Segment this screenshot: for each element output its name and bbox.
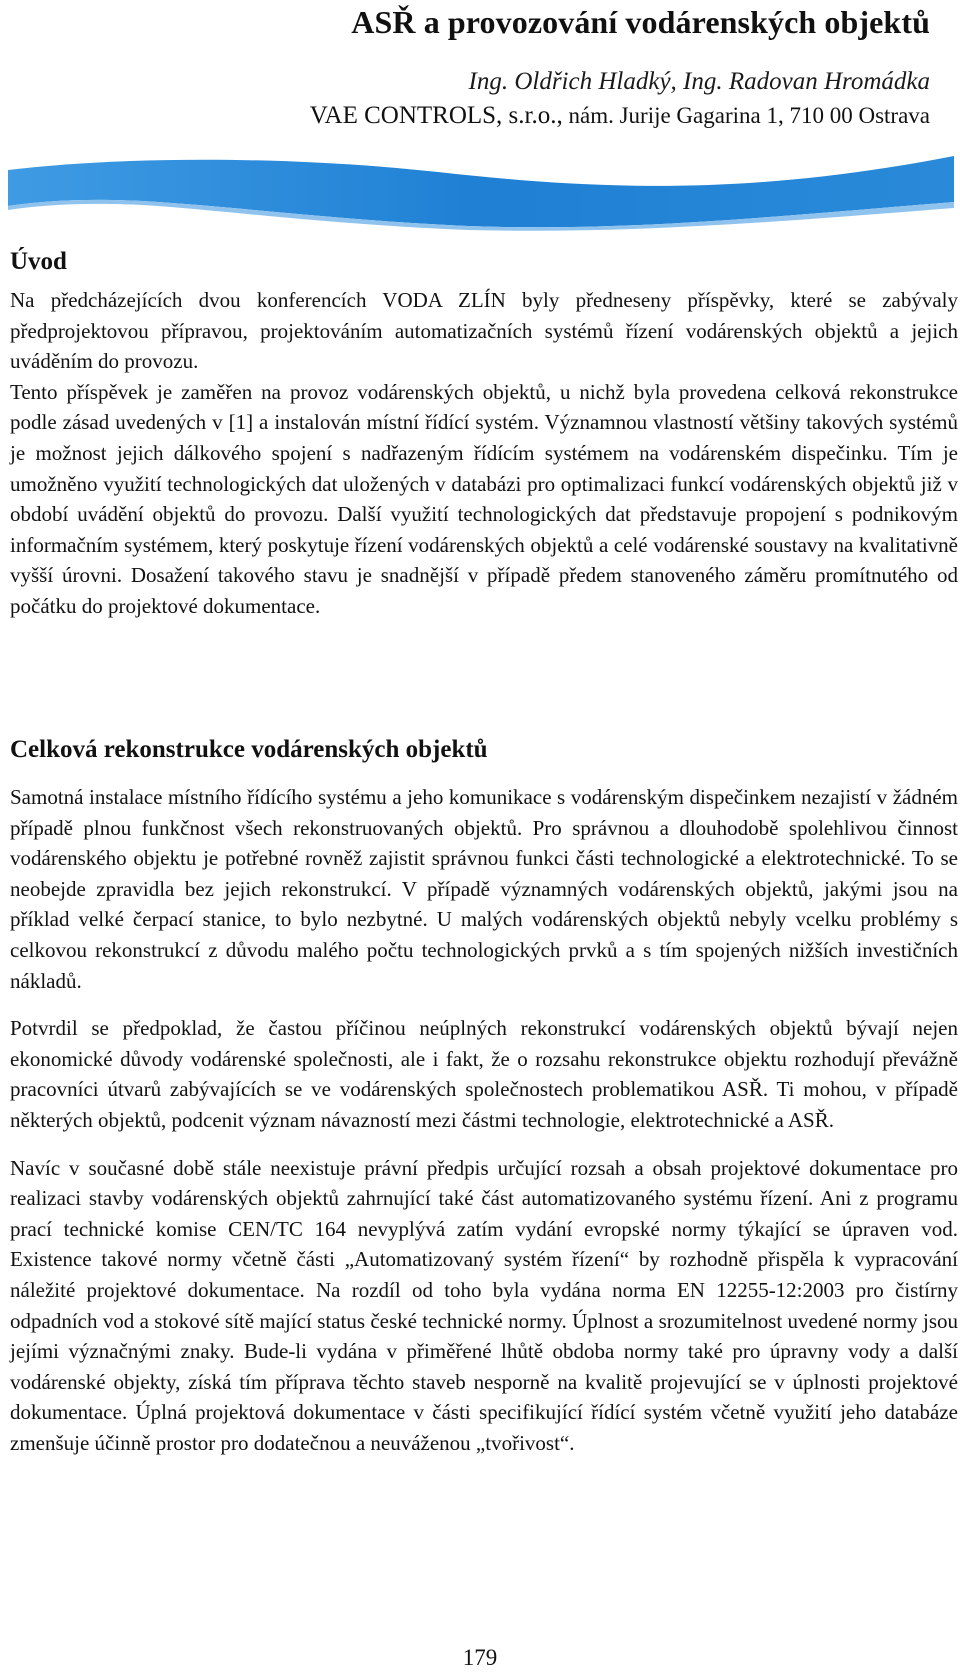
paper-title: ASŘ a provozování vodárenských objektů (351, 4, 930, 40)
page-number: 179 (462, 1645, 498, 1670)
company-address: nám. Jurije Gagarina 1, 710 00 Ostrava (562, 103, 930, 128)
affiliation (310, 102, 930, 130)
paragraph: Potvrdil se předpoklad, že častou příčinou neúplných rekonstrukcí vodárenských objektů bývají nejen ekonomické důvody vodárenské společnosti, ale i fakt, že o rozsahu rekonstrukce objektu rozhodují převážně pracovníci útvarů zabývajících se ve vodárenských společnostech problematikou ASŘ. Ti mohou, v případě některých objektů, podcenit význam návazností mezi částmi technologie, elektrotechnické a ASŘ. (10, 1016, 958, 1132)
blue-wave-icon (8, 150, 954, 232)
section-body (10, 782, 958, 1458)
intro-body (10, 285, 958, 622)
paragraph: Tento příspěvek je zaměřen na provoz vodárenských objektů, u nichž byla provedena celková rekonstrukce podle zásad uvedených v [1] a instalován místní řídící systém. Významnou vlastností většiny takových systémů je možnost jejich dálkového spojení s nadřazeným řídícím systémem na vodárenském dispečinku. Tím je umožněno využití technologických dat uložených v databázi pro optimalizaci funkcí vodárenských objektů již v období uvádění objektů do provozu. Další využití technologických dat představuje propojení s podnikovým informačním systémem, který poskytuje řízení vodárenských objektů a celé vodárenské soustavy na kvalitativně vyšší úrovni. Dosažení takového stavu je snadnější v případě předem stanoveného záměru promítnutého od počátku do projektové dokumentace. (10, 379, 958, 618)
company-name: VAE CONTROLS, s.r.o., (309, 102, 563, 129)
section-heading-reconstruction: Celková rekonstrukce vodárenských objektů (10, 736, 488, 763)
section-heading-intro: Úvod (10, 248, 67, 275)
paper-authors: Ing. Oldřich Hladký, Ing. Radovan Hromádka (468, 68, 930, 95)
paragraph: Navíc v současné době stále neexistuje právní předpis určující rozsah a obsah projektové dokumentace pro realizaci stavby vodárenských objektů zahrnující také část automatizovaného systému řízení. Ani z programu prací technické komise CEN/TC 164 nevyplývá zatím vydání evropské normy týkající se úpraven vod. Existence takové normy včetně části „Automatizovaný systém řízení“ by rozhodně přispěla k vypracování náležité projektové dokumentace. Na rozdíl od toho byla vydána norma EN 12255-12:2003 pro čistírny odpadních vod a stokové sítě mající status české technické normy. Úplnost a srozumitelnost uvedené normy jsou jejími význačnými znaky. Bude-li vydána v přiměřené lhůtě obdoba normy také pro úpravny vody a další vodárenské objekty, získá tím příprava těchto staveb nesporně na kvalitě projevující se v úplnosti projektové dokumentace. Úplná projektová dokumentace v části specifikující řídící systém včetně využití jeho databáze zmenšuje účinně prostor pro dodatečnou a neuváženou „tvořivost“. (10, 1155, 958, 1455)
paragraph: Samotná instalace místního řídícího systému a jeho komunikace s vodárenským dispečinkem nezajistí v žádném případě plnou funkčnost všech rekonstruovaných objektů. Pro správnou a dlouhodobě spolehlivou činnost vodárenského objektu je potřebné rovněž zajistit správnou funkci části technologické a elektrotechnické. To se neobejde zpravidla bez jejich rekonstrukcí. V případě významných vodárenských objektů, jakými jsou na příklad velké čerpací stanice, to bylo nezbytné. U malých vodárenských objektů nebyly vcelku problémy s celkovou rekonstrukcí z důvodu malého počtu technologických prvků a s tím spojených nižších investičních nákladů. (10, 785, 958, 993)
paragraph: Na předcházejících dvou konferencích VODA ZLÍN byly předneseny příspěvky, které se zabývaly předprojektovou přípravou, projektováním automatizačních systémů řízení vodárenských objektů a jejich uváděním do provozu. (10, 288, 958, 374)
